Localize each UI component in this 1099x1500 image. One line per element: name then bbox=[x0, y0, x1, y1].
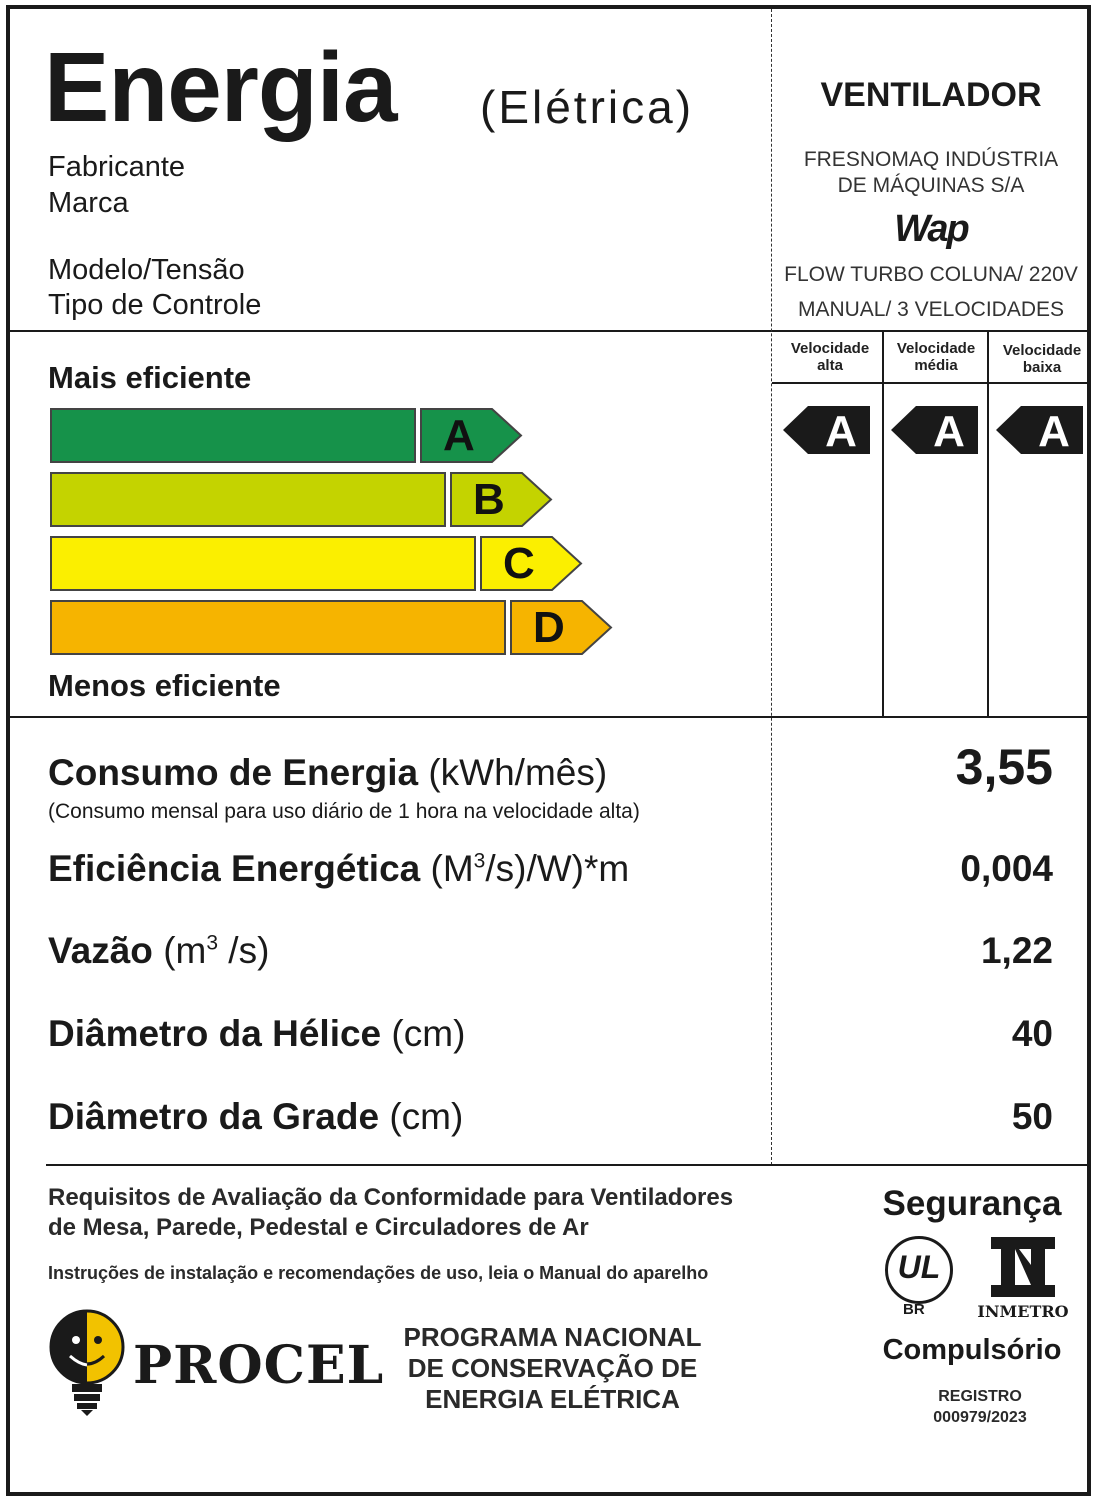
grade-label: Diâmetro da Grade (cm) bbox=[48, 1096, 464, 1137]
efficiency-bar-d bbox=[50, 600, 506, 655]
divider-vertical bbox=[771, 9, 772, 1165]
controle-label: Tipo de Controle bbox=[48, 289, 262, 321]
efficiency-bar-c bbox=[50, 536, 476, 591]
procel-wordmark: PROCEL bbox=[133, 1335, 385, 1396]
mais-eficiente-label: Mais eficiente bbox=[48, 360, 252, 395]
speed-class-letter-1: A bbox=[825, 407, 857, 455]
efficiency-bar-b bbox=[50, 472, 446, 527]
brand-logo: Wap bbox=[894, 208, 968, 250]
inmetro-label: INMETRO bbox=[977, 1302, 1069, 1321]
consumo-value: 3,55 bbox=[955, 739, 1053, 795]
modelo-label: Modelo/Tensão bbox=[48, 254, 245, 286]
speed-header-alta: Velocidade alta bbox=[790, 340, 870, 375]
vazao-value: 1,22 bbox=[980, 930, 1053, 971]
inmetro-mark-icon bbox=[989, 1235, 1057, 1299]
procel-bulb-icon bbox=[46, 1308, 128, 1418]
fabricante-label: Fabricante bbox=[48, 151, 186, 183]
ul-mark-icon: UL bbox=[885, 1236, 953, 1304]
consumo-note: (Consumo mensal para uso diário de 1 hora na velocidade alta) bbox=[48, 800, 640, 823]
speed-header-divider bbox=[772, 382, 1091, 384]
registro-number: 000979/2023 bbox=[933, 1409, 1027, 1426]
speed-divider-1 bbox=[882, 332, 884, 718]
speed-class-letter-2: A bbox=[933, 407, 965, 455]
divider-footer bbox=[46, 1164, 1091, 1166]
efficiency-letter-a: A bbox=[443, 411, 475, 460]
programa-text: PROGRAMA NACIONAL DE CONSERVAÇÃO DE ENERGIA ELÉTRICA bbox=[403, 1322, 702, 1414]
compulsorio-label: Compulsório bbox=[882, 1334, 1062, 1366]
speed-header-baixa: Velocidade baixa bbox=[1002, 342, 1082, 377]
product-name: VENTILADOR bbox=[820, 76, 1042, 114]
requisitos-line2: de Mesa, Parede, Pedestal e Circuladores de Ar bbox=[48, 1214, 589, 1241]
label-subtitle: (Elétrica) bbox=[480, 81, 695, 133]
ul-br-label: BR bbox=[903, 1301, 925, 1318]
vazao-label: Vazão ($m^3$ /s) bbox=[48, 930, 270, 971]
helice-value: 40 bbox=[1011, 1013, 1053, 1054]
label-title: Energia bbox=[44, 32, 397, 142]
eficiencia-value: 0,004 bbox=[960, 848, 1053, 889]
efficiency-letter-d: D bbox=[533, 603, 565, 652]
grade-value: 50 bbox=[1011, 1096, 1053, 1137]
helice-label: Diâmetro da Hélice (cm) bbox=[48, 1013, 466, 1054]
eficiencia-label: Eficiência Energética $(M^3/s)/W)*m$ bbox=[48, 848, 630, 889]
menos-eficiente-label: Menos eficiente bbox=[48, 668, 281, 703]
speed-class-arrow-1 bbox=[782, 405, 872, 455]
seguranca-label: Segurança bbox=[882, 1184, 1062, 1223]
control-value: MANUAL/ 3 VELOCIDADES bbox=[797, 298, 1065, 321]
speed-class-arrow-3 bbox=[995, 405, 1085, 455]
speed-divider-2 bbox=[987, 332, 989, 718]
speed-class-letter-3: A bbox=[1038, 407, 1070, 455]
model-value: FLOW TURBO COLUNA/ 220V bbox=[784, 263, 1078, 286]
efficiency-letter-b: B bbox=[473, 475, 505, 524]
divider-middle bbox=[8, 716, 1091, 718]
instrucoes-text: Instruções de instalação e recomendações de uso, leia o Manual do aparelho bbox=[48, 1263, 709, 1283]
speed-header-media: Velocidade média bbox=[896, 340, 976, 375]
manufacturer-line1: FRESNOMAQ INDÚSTRIA bbox=[803, 148, 1059, 171]
efficiency-bar-a bbox=[50, 408, 416, 463]
manufacturer-line2: DE MÁQUINAS S/A bbox=[837, 174, 1025, 197]
requisitos-line1: Requisitos de Avaliação da Conformidade para Ventiladores bbox=[48, 1184, 734, 1211]
efficiency-letter-c: C bbox=[503, 539, 535, 588]
speed-class-arrow-2 bbox=[890, 405, 980, 455]
consumo-label: Consumo de Energia (kWh/mês) bbox=[48, 752, 608, 793]
divider-header bbox=[8, 330, 1091, 332]
registro-label: REGISTRO bbox=[938, 1388, 1022, 1405]
marca-label: Marca bbox=[48, 187, 129, 219]
